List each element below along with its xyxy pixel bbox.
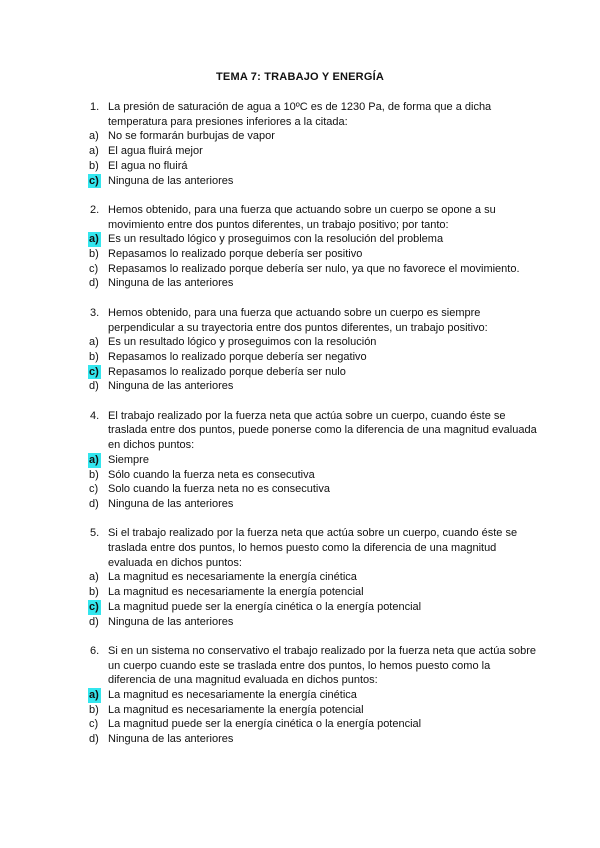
question-2 [89,203,539,291]
answer-option-correct [89,453,539,468]
question-text [89,203,539,232]
option-letter: c) [89,262,99,275]
option-letter: d) [89,615,99,628]
answer-option [89,262,539,277]
question-text [89,526,539,570]
option-text: Repasamos lo realizado porque debería ser nulo [108,365,346,378]
answer-option [89,482,539,497]
option-text: Es un resultado lógico y proseguimos con la resolución del problema [108,233,444,246]
option-letter: b) [89,248,99,261]
answer-option [89,247,539,262]
option-letter: a) [89,571,99,584]
answer-option [89,144,539,159]
answer-option [89,468,539,483]
answer-option [89,159,539,174]
answer-option [89,379,539,394]
option-letter-highlighted: c) [89,174,99,187]
question-number: 3. [90,306,100,319]
option-letter-highlighted: a) [89,453,99,466]
option-text: Solo cuando la fuerza neta no es consecutiva [108,483,330,496]
option-text: No se formarán burbujas de vapor [108,130,275,143]
option-letter: d) [89,380,99,393]
option-letter: a) [89,130,99,143]
question-text [89,644,539,688]
option-letter: b) [89,586,99,599]
option-letter: b) [89,703,99,716]
option-letter: a) [89,145,99,158]
option-text: Repasamos lo realizado porque debería ser negativo [108,350,367,363]
option-text: La magnitud es necesariamente la energía cinética [108,689,357,702]
option-letter-highlighted: a) [89,233,99,246]
option-letter: c) [89,483,99,496]
option-text: Ninguna de las anteriores [108,277,234,290]
question-4 [89,409,539,512]
option-letter-highlighted: a) [89,689,99,702]
option-letter-highlighted: c) [89,600,99,613]
answer-option [89,732,539,747]
option-text: La magnitud es necesariamente la energía potencial [108,703,364,716]
answer-option [89,703,539,718]
question-1 [89,100,539,188]
option-text: Es un resultado lógico y proseguimos con la resolución [108,336,377,349]
option-text: Sólo cuando la fuerza neta es consecutiva [108,468,315,481]
option-text: El agua no fluirá [108,159,188,172]
option-letter: d) [89,497,99,510]
option-text: Ninguna de las anteriores [108,380,234,393]
answer-option-correct [89,174,539,189]
document-title: TEMA 7: TRABAJO Y ENERGÍA [216,71,384,83]
question-5 [89,526,539,629]
answer-option [89,717,539,732]
question-number: 4. [90,409,100,422]
answer-option-correct [89,600,539,615]
question-list [89,100,539,762]
option-text: Repasamos lo realizado porque debería ser positivo [108,248,363,261]
option-text: Repasamos lo realizado porque debería ser nulo, ya que no favorece el movimiento. [108,262,520,275]
option-text: Ninguna de las anteriores [108,733,234,746]
answer-option-correct [89,688,539,703]
question-text [89,306,539,335]
question-6 [89,644,539,747]
answer-option [89,497,539,512]
answer-option [89,350,539,365]
question-statement: Hemos obtenido, para una fuerza que actuando sobre un cuerpo se opone a su movimiento entre dos puntos diferentes, un trabajo positivo; por tanto: [108,203,496,231]
option-letter-highlighted: c) [89,365,99,378]
option-text: La magnitud es necesariamente la energía cinética [108,571,357,584]
answer-option [89,585,539,600]
question-number: 2. [90,203,100,216]
option-text: Ninguna de las anteriores [108,615,234,628]
option-text: El agua fluirá mejor [108,145,203,158]
answer-option-correct [89,232,539,247]
option-text: Ninguna de las anteriores [108,497,234,510]
answer-option [89,570,539,585]
question-number: 5. [90,527,100,540]
answer-option [89,615,539,630]
option-text: La magnitud puede ser la energía cinética o la energía potencial [108,718,422,731]
answer-option [89,276,539,291]
option-text: Ninguna de las anteriores [108,174,234,187]
question-statement: Hemos obtenido, para una fuerza que actuando sobre un cuerpo es siempre perpendicular a su trayectoria entre dos puntos diferentes, un trabajo positivo: [108,306,488,334]
answer-option-correct [89,365,539,380]
option-letter: a) [89,336,99,349]
question-number: 1. [90,101,100,113]
option-letter: b) [89,350,99,363]
question-text [89,409,539,453]
option-letter: d) [89,277,99,290]
option-letter: b) [89,468,99,481]
option-text: La magnitud puede ser la energía cinética o la energía potencial [108,600,422,613]
answer-option [89,129,539,144]
question-3 [89,306,539,394]
option-letter: b) [89,159,99,172]
question-statement: Si el trabajo realizado por la fuerza neta que actúa sobre un cuerpo, cuando éste se traslada entre dos puntos, lo hemos puesto como la diferencia de una magnitud evaluada en dichos puntos: [108,527,518,569]
option-text: Siempre [108,453,149,466]
question-text [89,100,539,129]
question-statement: La presión de saturación de agua a 10ºC es de 1230 Pa, de forma que a dicha temperatura para presiones inferiores a la citada: [108,101,492,128]
question-number: 6. [90,644,100,657]
question-statement: El trabajo realizado por la fuerza neta que actúa sobre un cuerpo, cuando éste se traslada entre dos puntos, puede ponerse como la diferencia de una magnitud evaluada en dichos puntos: [108,409,537,452]
option-letter: d) [89,733,99,746]
answer-option [89,335,539,350]
question-statement: Si en un sistema no conservativo el trabajo realizado por la fuerza neta que actúa sobre un cuerpo cuando este se traslada entre dos puntos, lo hemos puesto como la diferencia de una magnitud evaluada en dichos puntos: [108,644,537,687]
option-text: La magnitud es necesariamente la energía potencial [108,586,364,599]
option-letter: c) [89,718,99,731]
